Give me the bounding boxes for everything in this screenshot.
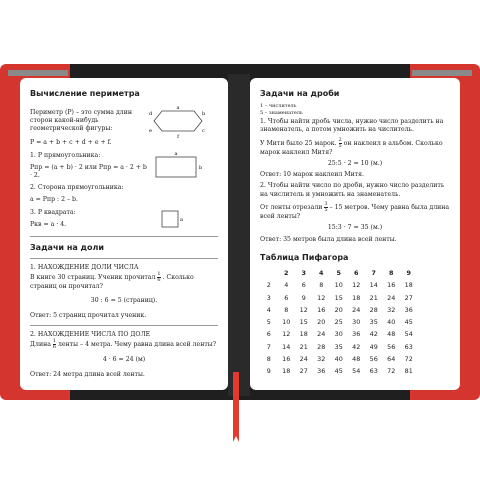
table-cell: 64 [387,355,396,364]
table-cell: 10 [334,281,343,290]
s1-fraction [157,272,160,283]
table-cell: 63 [404,342,413,351]
s2-text-b: ленты – 4 метра. Чему равна длина всей ленты? [58,341,217,349]
s2-fraction [53,339,56,350]
table-cell: 12 [299,305,308,314]
table-row [260,279,450,291]
table-cell: 21 [369,293,378,302]
table-cell: 54 [352,367,361,376]
hex-label-b: b [202,111,206,117]
table-cell: 24 [352,305,361,314]
fractions-example-1 [260,138,450,157]
rect-side-heading: 2. Сторона прямоугольника: [30,184,124,192]
left-page [20,78,228,390]
table-cell: 36 [404,305,413,314]
fractions-answer-1: Ответ: 10 марок наклеил Митя. [260,171,365,179]
square-formula: Pкв = a · 4. [30,220,67,228]
table-row [260,304,450,316]
table-row [260,365,450,377]
perimeter-intro-row [30,103,218,139]
table-cell: 72 [404,355,413,364]
cover-left-grey-stripe [8,70,68,76]
fractions-answer-2: Ответ: 35 метров была длина всей ленты. [260,235,397,243]
s2-frac-num: 1 [52,338,57,345]
table-cell: 12 [317,293,326,302]
table-cell: 9 [301,293,306,302]
hex-label-e: e [149,128,152,134]
ex1-frac-den: 5 [338,142,342,149]
table-cell: 24 [299,355,308,364]
table-cell: 56 [369,355,378,364]
hex-label-a: a [176,105,180,111]
table-cell: 56 [387,342,396,351]
table-cell: 63 [369,367,378,376]
left-separator-1 [30,236,218,237]
table-row-label: 6 [266,330,271,339]
table-cell: 3 [301,268,306,277]
rectangle-diagram [148,151,208,181]
s1-text-a: В книге 30 страниц. Ученик прочитал [30,274,156,282]
table-row [260,292,450,304]
rect-label-a: a [174,151,178,158]
table-cell: 24 [387,293,396,302]
rect-row [30,151,218,181]
table-cell: 16 [317,305,326,314]
fraction-legend-numerator: 1 – числитель [260,103,297,109]
fraction-s2-text [30,339,218,350]
table-cell: 32 [387,305,396,314]
square-diagram [148,207,208,231]
table-row-label: 4 [266,305,271,314]
fractions-calc-1: 25:5 · 2 = 10 (м.) [327,159,383,167]
table-cell: 25 [334,318,343,327]
ex1-text-a: У Мити было 25 марок. [260,139,337,147]
table-cell: 7 [371,268,376,277]
ex1-fraction [339,138,342,149]
table-cell: 28 [317,342,326,351]
table-row-label: 8 [266,355,271,364]
left-separator-3 [30,325,218,326]
bookmark-ribbon [233,372,239,436]
right-page [250,78,460,390]
ex2-frac-num: 3 [324,201,328,208]
notebook-spine [228,74,250,396]
table-cell: 18 [404,281,413,290]
square-heading: 3. Р квадрата: [30,208,76,216]
table-cell: 18 [282,367,291,376]
table-row [260,328,450,340]
table-cell: 8 [319,281,324,290]
table-row-label: 2 [266,281,271,290]
hex-label-d: d [149,111,153,117]
fractions-rule-2: 2. Чтобы найти число по дроби, нужно число разделить на числитель и умножить на знаменатель. [260,182,445,198]
s1-frac-num: 1 [157,271,161,278]
table-cell: 21 [299,342,308,351]
table-cell: 15 [334,293,343,302]
hex-label-f: f [177,134,179,139]
table-cell: 40 [334,355,343,364]
table-row [260,353,450,365]
fraction-s1-title: 1. НАХОЖДЕНИЕ ДОЛИ ЧИСЛА [30,263,139,271]
ex2-text-b: – 15 метров. Чему равна была длина всей ленты? [260,204,450,221]
table-cell: 36 [317,367,326,376]
table-row-label: 5 [266,318,271,327]
ex1-text-b: он наклеил в альбом. Сколько марок наклеил Митя? [260,139,443,156]
table-cell: 9 [406,268,411,277]
rect-perimeter-formula: Pпр = (a + b) · 2 или Pпр = a · 2 + b · 2. [30,163,147,179]
table-cell: 14 [282,342,291,351]
s2-text-a: Длина [30,341,51,349]
ex2-frac-den: 5 [324,207,328,214]
table-cell: 16 [282,355,291,364]
table-cell: 27 [299,367,308,376]
table-cell: 45 [404,318,413,327]
table-cell: 20 [317,318,326,327]
table-cell: 10 [282,318,291,327]
table-cell: 8 [389,268,394,277]
perimeter-intro: Периметр (Р) – это сумма длин сторон какой-нибудь геометрической фигуры: [30,108,132,133]
table-cell: 54 [404,330,413,339]
pythagoras-table [260,267,450,378]
table-row [260,341,450,353]
fraction-s2-title: 2. НАХОЖДЕНИЕ ЧИСЛА ПО ДОЛЕ [30,331,151,339]
table-cell: 40 [387,318,396,327]
table-cell: 35 [334,342,343,351]
table-row-label [260,267,278,279]
ex2-fraction [324,202,327,213]
table-cell: 15 [299,318,308,327]
table-cell: 42 [352,342,361,351]
table-cell: 28 [369,305,378,314]
table-cell: 18 [299,330,308,339]
fractions-rule-1: 1. Чтобы найти дробь числа, нужно число разделить на знаменатель, а потом умножить на числитель. [260,118,444,134]
table-cell: 36 [352,330,361,339]
table-cell: 16 [387,281,396,290]
table-cell: 30 [334,330,343,339]
rect-label-b: b [199,165,203,172]
fraction-title: Задачи на доли [30,242,104,252]
table-row-label: 9 [266,367,271,376]
table-row [260,316,450,328]
fraction-legend-denominator: 5 – знаменатель [260,109,303,116]
fraction-s2-calc: 4 · 6 = 24 (м) [102,356,146,364]
table-cell: 48 [387,330,396,339]
table-cell: 8 [284,305,289,314]
ex1-frac-num: 2 [338,136,342,143]
table-cell: 4 [284,281,289,290]
table-cell: 81 [404,367,413,376]
table-cell: 18 [352,293,361,302]
table-cell: 6 [301,281,306,290]
table-cell: 32 [317,355,326,364]
table-cell: 45 [334,367,343,376]
ex2-text-a: От ленты отрезали [260,204,323,212]
perimeter-formula: P = a + b + c + d + e + f. [30,139,112,146]
table-cell: 12 [282,330,291,339]
table-cell: 30 [352,318,361,327]
table-cell: 72 [387,367,396,376]
table-header-row [260,267,450,279]
fractions-calc-2: 15:3 · 7 = 35 (м.) [327,224,383,232]
fractions-title: Задачи на дроби [260,89,340,98]
fraction-s1-calc: 30 : 6 = 5 (страниц). [90,297,158,305]
table-cell: 24 [317,330,326,339]
hexagon-diagram [148,103,208,139]
fractions-example-2 [260,202,450,221]
table-cell: 27 [404,293,413,302]
table-cell: 6 [284,293,289,302]
left-separator-2 [30,258,218,259]
table-cell: 42 [369,330,378,339]
square-label-a: a [180,216,183,223]
table-cell: 20 [334,305,343,314]
s2-frac-den: 6 [52,344,57,351]
table-cell: 6 [354,268,359,277]
fraction-s2-answer: Ответ: 24 метра длина всей ленты. [30,370,145,378]
fraction-s1-text [30,272,218,291]
s1-frac-den: 6 [157,277,161,284]
table-cell: 48 [352,355,361,364]
table-row-label: 3 [266,293,271,302]
table-cell: 4 [319,268,324,277]
table-row-label: 7 [266,342,271,351]
rect-perimeter-heading: 1. Р прямоугольника: [30,152,101,160]
table-cell: 5 [336,268,341,277]
hex-label-c: c [202,128,205,134]
perimeter-title: Вычисление периметра [30,89,140,98]
pythagoras-title: Таблица Пифагора [260,252,349,262]
fraction-s1-answer: Ответ: 5 страниц прочитал ученик. [30,311,147,319]
cover-right-grey-stripe [412,70,472,76]
table-cell: 2 [284,268,289,277]
s1-text-b: . Сколько страниц он прочитал? [30,274,194,291]
table-cell: 35 [369,318,378,327]
square-row [30,207,218,231]
table-cell: 12 [352,281,361,290]
table-cell: 14 [369,281,378,290]
table-cell: 49 [369,342,378,351]
rect-side-formula: a = Pпр : 2 – b. [30,195,78,203]
